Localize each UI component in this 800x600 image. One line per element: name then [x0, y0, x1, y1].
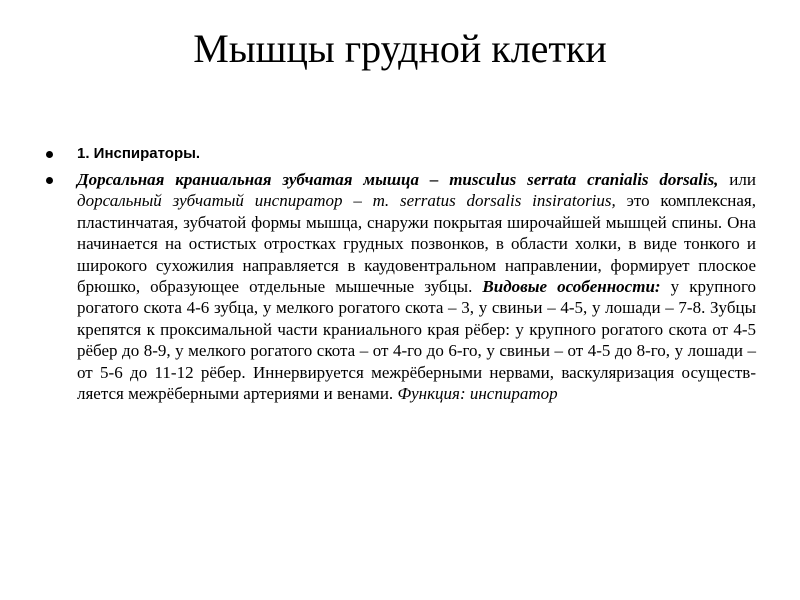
function-text: Функция: инспиратор [397, 384, 558, 404]
bullet-list [46, 143, 756, 404]
slide-title: Мышцы грудной клетки [193, 26, 607, 71]
bullet-item-inspirators [46, 143, 756, 165]
bullet-item-serratus-description [46, 169, 756, 404]
muscle-name: Дорсальная краниальная зубчатая мышца – musculus serrata cranialis dorsalis, [77, 170, 719, 189]
bullet-text: 1. Инспираторы. [77, 145, 201, 162]
bullet-dot-icon [46, 177, 53, 184]
muscle-synonym: дорсальный зубчатый инспиратор – m. serratus dorsalis insiratorius, [77, 191, 616, 211]
species-features-label: Видовые особенности: [482, 277, 661, 297]
bullet-dot-icon [46, 151, 53, 158]
connector-text: или [718, 170, 756, 189]
species-features-text: у крупного рогатого скота 4-6 зубца, у мелкого рогатого скота – 3, у свиньи – 4-5, у лошади – 7-8. Зубцы крепятся к проксимальной части краниального края рёбер: у крупного рогатого скота от 4-5 рёбер до 8-9, у мелкого рогатого скота – от 4-го до 6-го, у свиньи – от 4-5 до 8-го, у лошади – от 5-6 до 11-12 рёбер. Иннервируется межрёберными нервами, васкуляризация осуществ-ляется межрёберными артериями и венами. [77, 277, 757, 404]
description-text: это комплексная, пластинчатая, зубчатой формы мышца, снаружи покрытая широчайшей мышцей спины. Она начинается на остистых отростках грудных позвонков, в области холки, в виде тонкого и широкого сухожилия направляется в каудовентральном направлении, формирует плоское брюшко, образующее отдельные мышечные зубцы. [77, 191, 756, 297]
